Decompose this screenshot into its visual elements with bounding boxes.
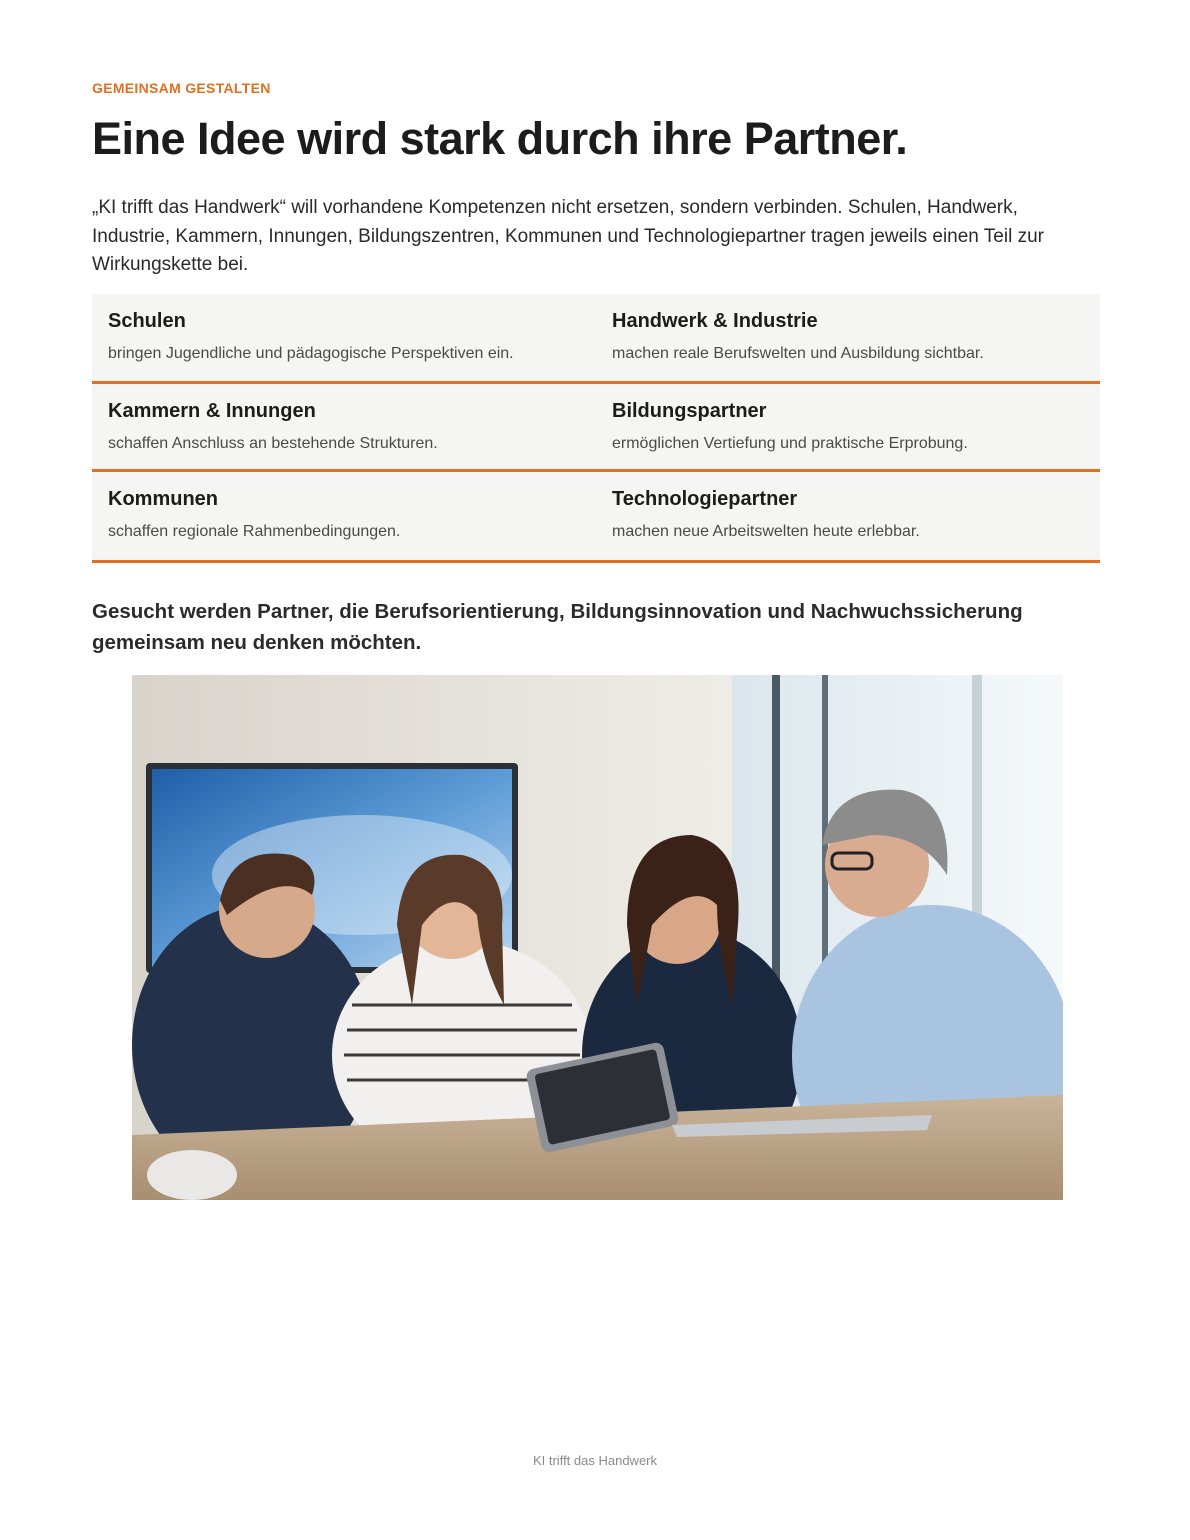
partner-card-kammern-innungen: [92, 384, 596, 469]
partner-description: bringen Jugendliche und pädagogische Perspektiven ein.: [108, 345, 514, 362]
partner-description: machen reale Berufswelten und Ausbildung sichtbar.: [612, 345, 984, 362]
partner-title: Handwerk & Industrie: [612, 310, 818, 332]
intro-paragraph: „KI trifft das Handwerk“ will vorhandene Kompetenzen nicht ersetzen, sondern verbinden. Schulen, Handwerk, Industrie, Kammern, Innungen, Bildungszentren, Kommunen und Technologiepartner tragen jeweils einen Teil zur Wirkungskette bei.: [92, 197, 1044, 275]
page-footer: KI trifft das Handwerk: [532, 1453, 658, 1468]
partner-card-technologiepartner: [596, 472, 1100, 560]
partner-row: [92, 384, 1100, 472]
partner-title: Kommunen: [108, 488, 218, 510]
page-title: Eine Idee wird stark durch ihre Partner.: [92, 113, 908, 164]
team-meeting-photo: [132, 675, 1063, 1200]
partner-card-handwerk-industrie: [596, 294, 1100, 381]
partner-row: [92, 472, 1100, 563]
partner-description: schaffen regionale Rahmenbedingungen.: [108, 523, 401, 540]
partner-title: Schulen: [108, 310, 186, 332]
partner-title: Technologiepartner: [612, 488, 798, 510]
partner-grid: [92, 294, 1100, 563]
partner-description: ermöglichen Vertiefung und praktische Erprobung.: [612, 435, 968, 452]
section-eyebrow: GEMEINSAM GESTALTEN: [92, 80, 271, 96]
partner-title: Kammern & Innungen: [108, 400, 316, 422]
partner-card-kommunen: [92, 472, 596, 560]
partner-card-schulen: [92, 294, 596, 381]
partner-description: machen neue Arbeitswelten heute erlebbar.: [612, 523, 920, 540]
partner-description: schaffen Anschluss an bestehende Strukturen.: [108, 435, 438, 452]
partner-title: Bildungspartner: [612, 400, 767, 422]
partner-row: [92, 294, 1100, 384]
call-to-partners: Gesucht werden Partner, die Berufsorientierung, Bildungsinnovation und Nachwuchssicherung gemeinsam neu denken möchten.: [92, 600, 1023, 654]
partner-card-bildungspartner: [596, 384, 1100, 469]
